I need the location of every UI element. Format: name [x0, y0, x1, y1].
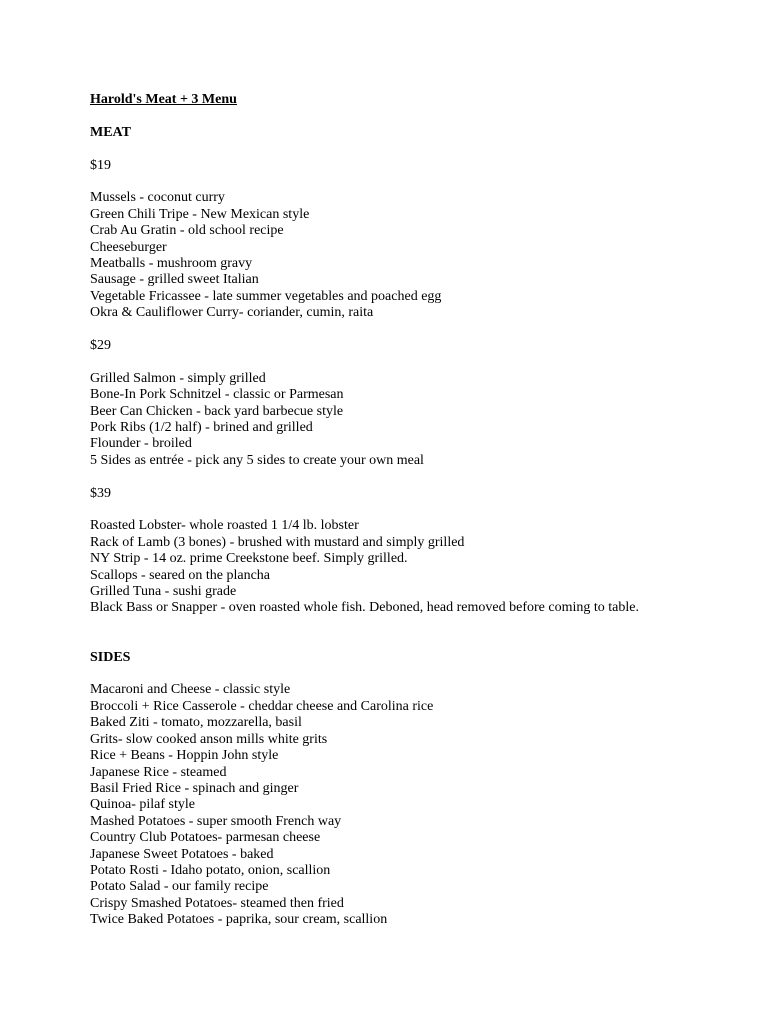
menu-item: Green Chili Tripe - New Mexican style [90, 206, 310, 222]
menu-item: Meatballs - mushroom gravy [90, 256, 253, 272]
meat-tier-29 [90, 338, 750, 469]
menu-document [90, 92, 750, 929]
menu-item: Black Bass or Snapper - oven roasted whole fish. Deboned, head removed before coming to table. [90, 600, 639, 616]
menu-item: Roasted Lobster- whole roasted 1 1/4 lb. lobster [90, 518, 359, 534]
sides-heading: SIDES [90, 649, 131, 665]
side-item: Country Club Potatoes- parmesan cheese [90, 830, 321, 846]
spacer [90, 469, 750, 485]
menu-item: Grilled Tuna - sushi grade [90, 584, 237, 600]
menu-item: Vegetable Fricassee - late summer vegetables and poached egg [90, 288, 442, 304]
menu-item: Grilled Salmon - simply grilled [90, 370, 266, 386]
meat-heading: MEAT [90, 124, 131, 140]
tier-price: $19 [90, 157, 111, 173]
side-item: Rice + Beans - Hoppin John style [90, 748, 279, 764]
menu-item: NY Strip - 14 oz. prime Creekstone beef. Simply grilled. [90, 551, 408, 567]
spacer [90, 141, 750, 157]
side-item: Broccoli + Rice Casserole - cheddar cheese and Carolina rice [90, 698, 434, 714]
menu-item: Pork Ribs (1/2 half) - brined and grilled [90, 420, 313, 436]
tier-item-list [90, 518, 750, 616]
spacer [90, 108, 750, 124]
side-item: Potato Rosti - Idaho potato, onion, scallion [90, 862, 331, 878]
spacer [90, 666, 750, 682]
side-item: Macaroni and Cheese - classic style [90, 682, 291, 698]
spacer [90, 174, 750, 190]
meat-tier-19 [90, 158, 750, 322]
menu-item: Beer Can Chicken - back yard barbecue style [90, 403, 344, 419]
side-item: Baked Ziti - tomato, mozzarella, basil [90, 715, 302, 731]
spacer [90, 322, 750, 338]
tier-item-list [90, 371, 750, 469]
side-item: Japanese Rice - steamed [90, 764, 227, 780]
menu-item: Flounder - broiled [90, 436, 192, 452]
side-item: Japanese Sweet Potatoes - baked [90, 846, 274, 862]
menu-item: Cheeseburger [90, 239, 167, 255]
side-item: Potato Salad - our family recipe [90, 879, 269, 895]
side-item: Basil Fried Rice - spinach and ginger [90, 780, 299, 796]
spacer [90, 354, 750, 370]
side-item: Twice Baked Potatoes - paprika, sour cream, scallion [90, 912, 388, 928]
side-item: Quinoa- pilaf style [90, 797, 195, 813]
spacer [90, 617, 750, 650]
menu-item: Rack of Lamb (3 bones) - brushed with mustard and simply grilled [90, 534, 465, 550]
menu-item: Sausage - grilled sweet Italian [90, 272, 259, 288]
menu-item: Bone-In Pork Schnitzel - classic or Parmesan [90, 387, 344, 403]
spacer [90, 502, 750, 518]
side-item: Mashed Potatoes - super smooth French way [90, 813, 342, 829]
tier-price: $29 [90, 338, 111, 354]
menu-item: Mussels - coconut curry [90, 190, 225, 206]
menu-item: Okra & Cauliflower Curry- coriander, cumin, raita [90, 305, 374, 321]
side-item: Grits- slow cooked anson mills white grits [90, 731, 328, 747]
sides-item-list [90, 682, 750, 928]
menu-title: Harold's Meat + 3 Menu [90, 92, 237, 107]
tier-item-list [90, 190, 750, 321]
meat-tier-39 [90, 486, 750, 617]
menu-item: Scallops - seared on the plancha [90, 567, 270, 583]
menu-item: 5 Sides as entrée - pick any 5 sides to create your own meal [90, 452, 424, 468]
side-item: Crispy Smashed Potatoes- steamed then fried [90, 895, 344, 911]
tier-price: $39 [90, 485, 111, 501]
menu-item: Crab Au Gratin - old school recipe [90, 223, 284, 239]
